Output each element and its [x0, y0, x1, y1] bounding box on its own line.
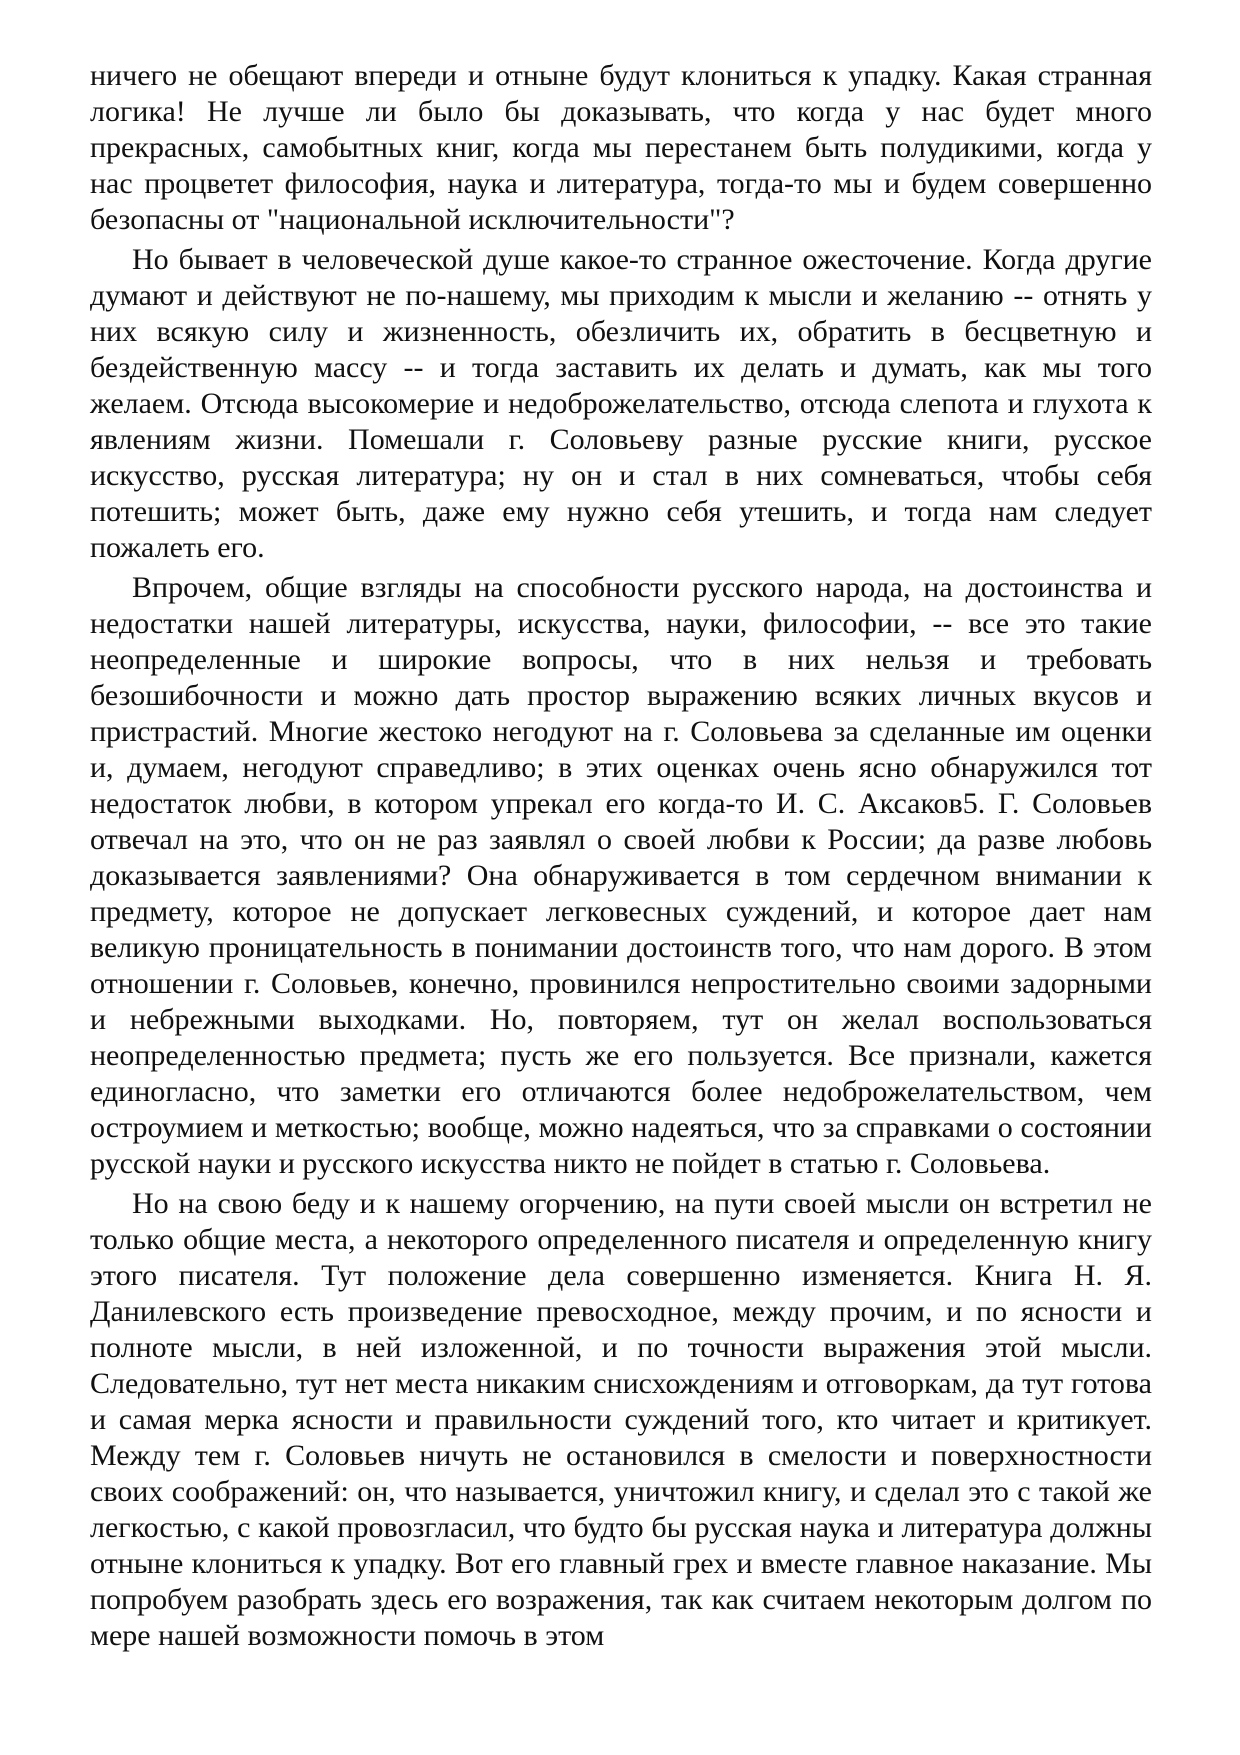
paragraph-3: Впрочем, общие взгляды на способности русского народа, на достоинства и недостатки нашей литературы, искусства, науки, философии, -- все это такие неопределенные и широкие вопросы, что в них нельзя и требовать безошибочности и можно дать простор выражению всяких личных вкусов и пристрастий. Многие жестоко негодуют на г. Соловьева за сделанные им оценки и, думаем, негодуют справедливо; в этих оценках очень ясно обнаружился тот недостаток любви, в котором упрекал его когда-то И. С. Аксаков5. Г. Соловьев отвечал на это, что он не раз заявлял о своей любви к России; да разве любовь доказывается заявлениями? Она обнаруживается в том сердечном внимании к предмету, которое не допускает легковесных суждений, и которое дает нам великую проницательность в понимании достоинств того, что нам дорого. В этом отношении г. Соловьев, конечно, провинился непростительно своими задорными и небрежными выходками. Но, повторяем, тут он желал воспользоваться неопределенностью предмета; пусть же его пользуется. Все признали, кажется единогласно, что заметки его отличаются более недоброжелательством, чем остроумием и меткостью; вообще, можно надеяться, что за справками о состоянии русской науки и русского искусства никто не пойдет в статью г. Соловьева. [90, 571, 1152, 1180]
paragraph-2: Но бывает в человеческой душе какое-то странное ожесточение. Когда другие думают и действуют не по-нашему, мы приходим к мысли и желанию -- отнять у них всякую силу и жизненность, обезличить их, обратить в бесцветную и бездейственную массу -- и тогда заставить их делать и думать, как мы того желаем. Отсюда высокомерие и недоброжелательство, отсюда слепота и глухота к явлениям жизни. Помешали г. Соловьеву разные русские книги, русское искусство, русская литература; ну он и стал в них сомневаться, чтобы себя потешить; может быть, даже ему нужно себя утешить, и тогда нам следует пожалеть его. [90, 243, 1152, 564]
document-page [90, 58, 1152, 1658]
paragraph-1: ничего не обещают впереди и отныне будут клониться к упадку. Какая странная логика! Не лучше ли было бы доказывать, что когда у нас будет много прекрасных, самобытных книг, когда мы перестанем быть полудикими, когда у нас процветет философия, наука и литература, тогда-то мы и будем совершенно безопасны от "национальной исключительности"? [90, 59, 1152, 236]
paragraph-4: Но на свою беду и к нашему огорчению, на пути своей мысли он встретил не только общие места, а некоторого определенного писателя и определенную книгу этого писателя. Тут положение дела совершенно изменяется. Книга Н. Я. Данилевского есть произведение превосходное, между прочим, и по ясности и полноте мысли, в ней изложенной, и по точности выражения этой мысли. Следовательно, тут нет места никаким снисхождениям и отговоркам, да тут готова и самая мерка ясности и правильности суждений того, кто читает и критикует. Между тем г. Соловьев ничуть не остановился в смелости и поверхностности своих соображений: он, что называется, уничтожил книгу, и сделал это с такой же легкостью, с какой провозгласил, что будто бы русская наука и литература должны отныне клониться к упадку. Вот его главный грех и вместе главное наказание. Мы попробуем разобрать здесь его возражения, так как считаем некоторым долгом по мере нашей возможности помочь в этом [90, 1187, 1152, 1652]
